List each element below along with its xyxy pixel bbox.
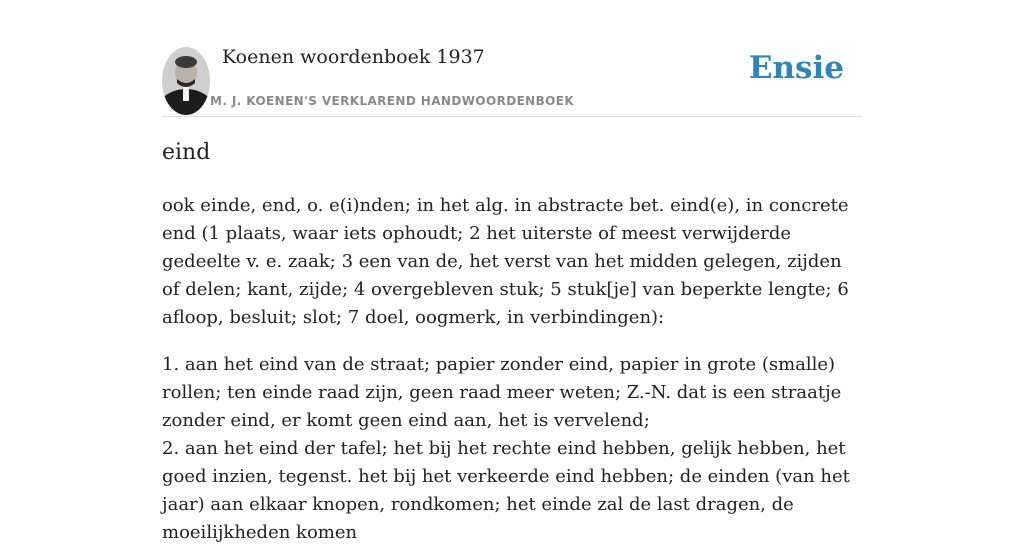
brand-logo[interactable]: Ensie xyxy=(748,50,844,86)
author-portrait-icon[interactable] xyxy=(162,47,210,115)
entry-body xyxy=(162,192,862,547)
book-title[interactable]: Koenen woordenboek 1937 xyxy=(222,46,485,68)
header xyxy=(162,46,862,117)
book-subtitle: M. J. KOENEN'S VERKLAREND HANDWOORDENBOEK xyxy=(210,94,575,108)
definition-text: ook einde, end, o. e(i)nden; in het alg. in abstracte bet. eind(e), in concrete end (1 plaats, waar iets ophoudt; 2 het uiterste of meest verwijderde gedeelte v. e. zaak; 3 een van de, het verst van het midden gelegen, zijden of delen; kant, zijde; 4 overgebleven stuk; 5 stuk[je] van beperkte lengte; 6 afloop, besluit; slot; 7 doel, oogmerk, in verbindingen): xyxy=(162,195,849,328)
sense-item: 2. aan het eind der tafel; het bij het rechte eind hebben, gelijk hebben, het goed inzien, tegenst. het bij het verkeerde eind hebben; de einden (van het jaar) aan elkaar knopen, rondkomen; het einde zal de last dragen, de moeilijkheden komen xyxy=(162,438,850,543)
sense-item: 1. aan het eind van de straat; papier zonder eind, papier in grote (smalle) rollen; ten einde raad zijn, geen raad meer weten; Z.-N. dat is een straatje zonder eind, er komt geen eind aan, het is vervelend; xyxy=(162,354,842,431)
headword: eind xyxy=(162,140,211,165)
senses-list xyxy=(162,351,862,547)
